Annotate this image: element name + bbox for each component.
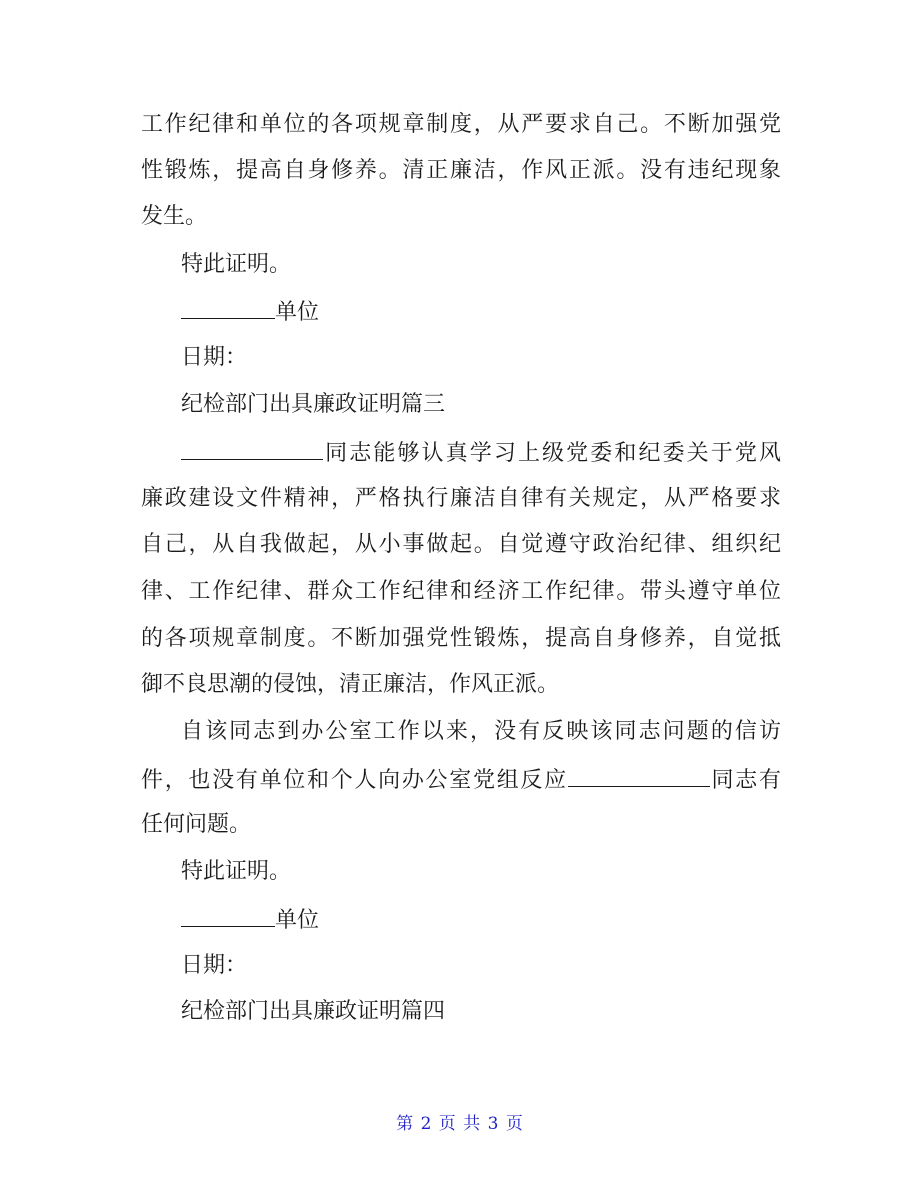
- paragraph-line: 廉政建设文件精神，严格执行廉洁自律有关规定，从严格要求: [141, 486, 781, 511]
- certify-text: 特此证明。: [181, 252, 292, 277]
- unit-signature-line: [181, 296, 319, 328]
- paragraph-text: 同志能够认真学习上级党委和纪委关于党风: [323, 441, 781, 466]
- page-indicator: 第 2 页 共 3 页: [396, 1114, 524, 1134]
- name-blank: [181, 437, 323, 460]
- certify-text: 特此证明。: [181, 859, 292, 884]
- paragraph-line: 性锻炼，提高自身修养。清正廉洁，作风正派。没有违纪现象: [141, 158, 781, 183]
- name-blank: [568, 764, 710, 787]
- paragraph-line: 律、工作纪律、群众工作纪律和经济工作纪律。带头遵守单位: [141, 579, 781, 604]
- paragraph-line: 的各项规章制度。不断加强党性锻炼，提高自身修养，自觉抵: [141, 626, 781, 651]
- date-label: 日期：: [181, 345, 248, 370]
- paragraph-line: 工作纪律和单位的各项规章制度，从严要求自己。不断加强党: [141, 112, 781, 137]
- section-heading: 纪检部门出具廉政证明篇三: [181, 392, 446, 417]
- date-label: 日期：: [181, 953, 248, 978]
- paragraph-text: 件，也没有单位和个人向办公室党组反应: [141, 768, 568, 793]
- unit-signature-line: [181, 904, 319, 936]
- unit-blank: [181, 904, 275, 927]
- paragraph-line: 发生。: [141, 204, 208, 229]
- paragraph-line: [181, 437, 781, 469]
- section-heading: 纪检部门出具廉政证明篇四: [181, 999, 446, 1024]
- paragraph-line: 自己，从自我做起，从小事做起。自觉遵守政治纪律、组织纪: [141, 532, 781, 557]
- paragraph-line: 任何问题。: [141, 812, 252, 837]
- unit-blank: [181, 296, 275, 319]
- unit-label: 单位: [275, 908, 320, 933]
- paragraph-text: 同志有: [709, 768, 781, 793]
- paragraph-line: 自该同志到办公室工作以来，没有反映该同志问题的信访: [181, 719, 781, 744]
- paragraph-line: [141, 764, 781, 796]
- paragraph-line: 御不良思潮的侵蚀，清正廉洁，作风正派。: [141, 672, 560, 697]
- unit-label: 单位: [275, 300, 320, 325]
